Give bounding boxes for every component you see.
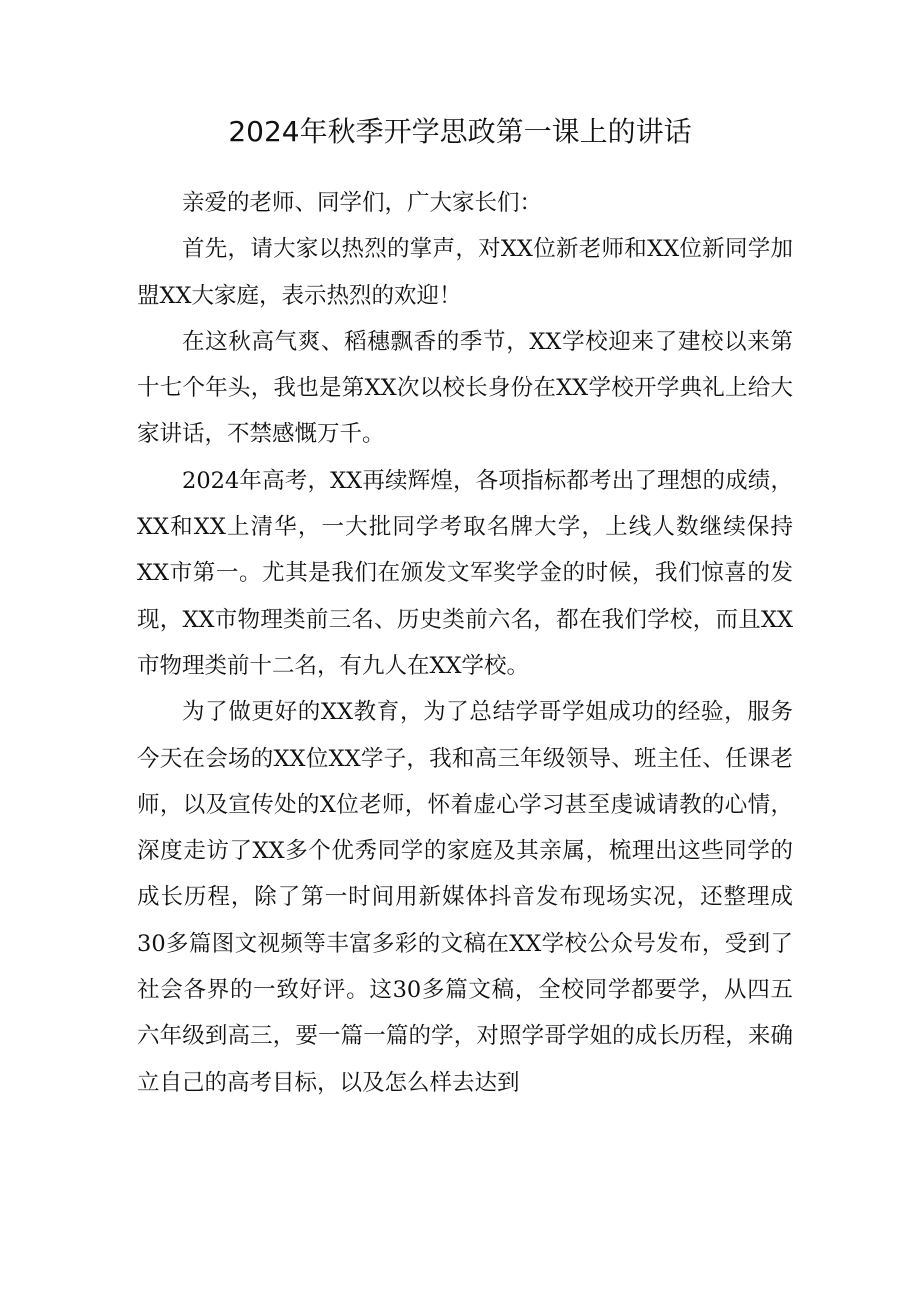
- document-title: 2024年秋季开学思政第一课上的讲话: [228, 115, 692, 148]
- paragraph-welcome: 首先，请大家以热烈的掌声，对XX位新老师和XX位新同学加盟XX大家庭，表示热烈的欢迎！: [137, 236, 793, 309]
- paragraph-exam-results: 2024年高考，XX再续辉煌，各项指标都考出了理想的成绩，XX和XX上清华，一大批同学考取名牌大学，上线人数继续保持XX市第一。尤其是我们在颁发文军奖学金的时候，我们惊喜的发现，XX市物理类前三名、历史类前六名，都在我们学校，而且XX市物理类前十二名，有九人在XX学校。: [137, 467, 793, 679]
- paragraph-season: 在这秋高气爽、稻穗飘香的季节，XX学校迎来了建校以来第十七个年头，我也是第XX次以校长身份在XX学校开学典礼上给大家讲话，不禁感慨万千。: [137, 328, 793, 448]
- paragraph-experience: 为了做更好的XX教育，为了总结学哥学姐成功的经验，服务今天在会场的XX位XX学子，我和高三年级领导、班主任、任课老师，以及宣传处的X位老师，怀着虚心学习甚至虔诚请教的心情，深度走访了XX多个优秀同学的家庭及其亲属，梳理出这些同学的成长历程，除了第一时间用新媒体抖音发布现场实况，还整理成30多篇图文视频等丰富多彩的文稿在XX学校公众号发布，受到了社会各界的一致好评。这30多篇文稿，全校同学都要学，从四五六年级到高三，要一篇一篇的学，对照学哥学姐的成长历程，来确立自己的高考目标，以及怎么样去达到: [137, 699, 793, 1096]
- document-body: [137, 180, 793, 1106]
- paragraph-salutation: 亲爱的老师、同学们，广大家长们：: [182, 190, 543, 216]
